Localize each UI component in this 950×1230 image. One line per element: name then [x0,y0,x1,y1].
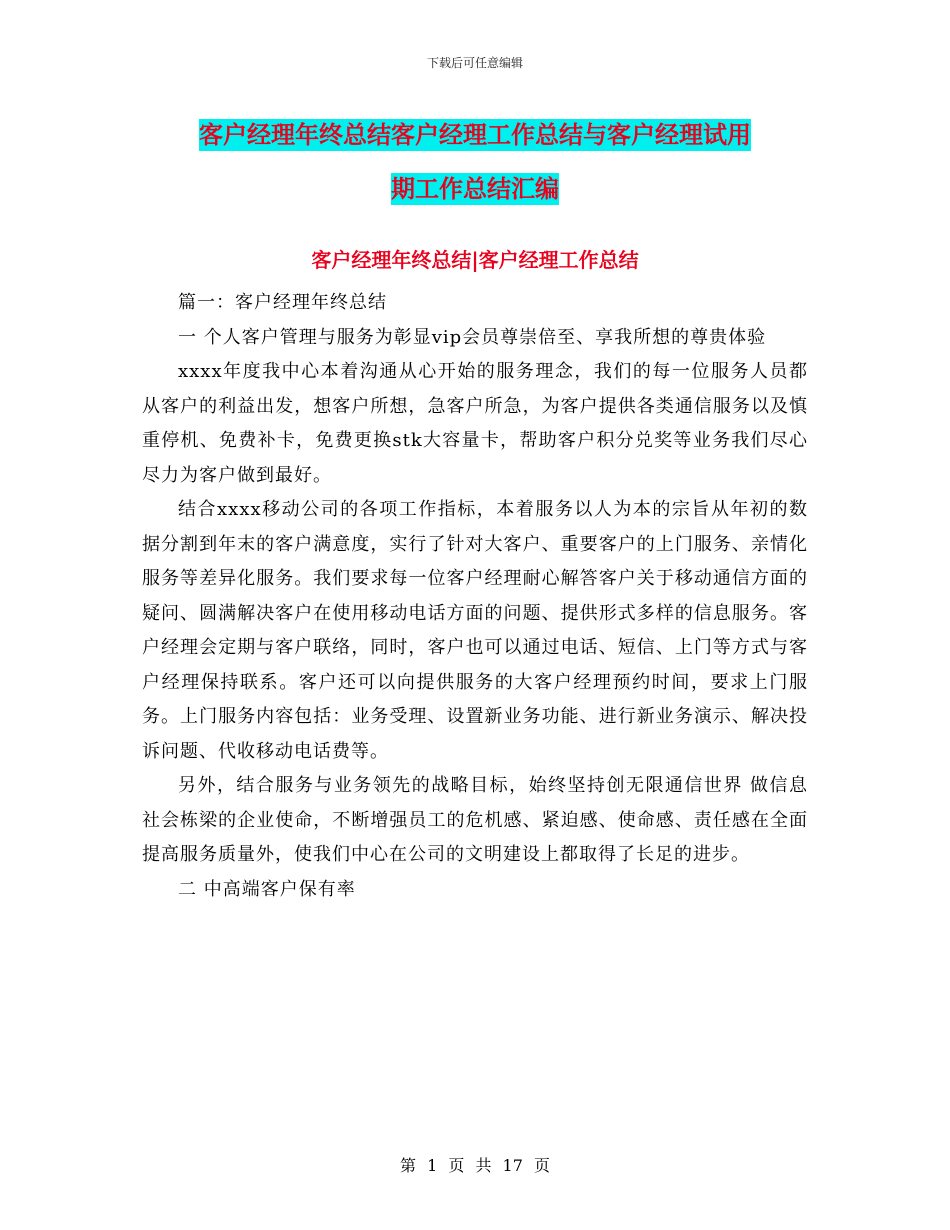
paragraph-chapter-title: 篇一：客户经理年终总结 [178,292,387,313]
paragraph-section-one: 一 个人客户管理与服务为彰显vip会员尊崇倍至、享我所想的尊贵体验 [178,326,767,348]
paragraph-service-concept: xxxx年度我中心本着沟通从心开始的服务理念，我们的每一位服务人员都从客户的利益出发，想客户所想，急客户所急，为客户提供各类通信服务以及慎重停机、免费补卡，免费更换stk大容量卡，帮助客户积分兑奖等业务我们尽心尽力为客户做到最好。 [142,361,808,486]
title-line-2: 期工作总结汇编 [391,175,559,203]
title-line-1: 客户经理年终总结客户经理工作总结与客户经理试用 [199,121,751,149]
paragraph-service-details: 结合xxxx移动公司的各项工作指标，本着服务以人为本的宗旨从年初的数据分割到年末的客户满意度，实行了针对大客户、重要客户的上门服务、亲情化服务等差异化服务。我们要求每一位客户经理耐心解答客户关于移动通信方面的疑问、圆满解决客户在使用移动电话方面的问题、提供形式多样的信息服务。客户经理会定期与客户联络，同时，客户也可以通过电话、短信、上门等方式与客户经理保持联系。客户还可以向提供服务的大客户经理预约时间，要求上门服务。上门服务内容包括：业务受理、设置新业务功能、进行新业务演示、解决投诉问题、代收移动电话费等。 [142,499,808,762]
document-body [142,286,808,907]
section-heading: 客户经理年终总结|客户经理工作总结 [311,248,639,272]
paragraph-strategy: 另外，结合服务与业务领先的战略目标，始终坚持创无限通信世界 做信息社会栋梁的企业使命，不断增强员工的危机感、紧迫感、使命感、责任感在全面提高服务质量外，使我们中心在公司的文明建设上都取得了长足的进步。 [142,775,808,865]
document-title [140,108,810,216]
paragraph-section-two: 二 中高端客户保有率 [178,878,356,900]
page-number: 第 1 页 共 17 页 [400,1156,550,1175]
header-note: 下载后可任意编辑 [426,56,523,70]
